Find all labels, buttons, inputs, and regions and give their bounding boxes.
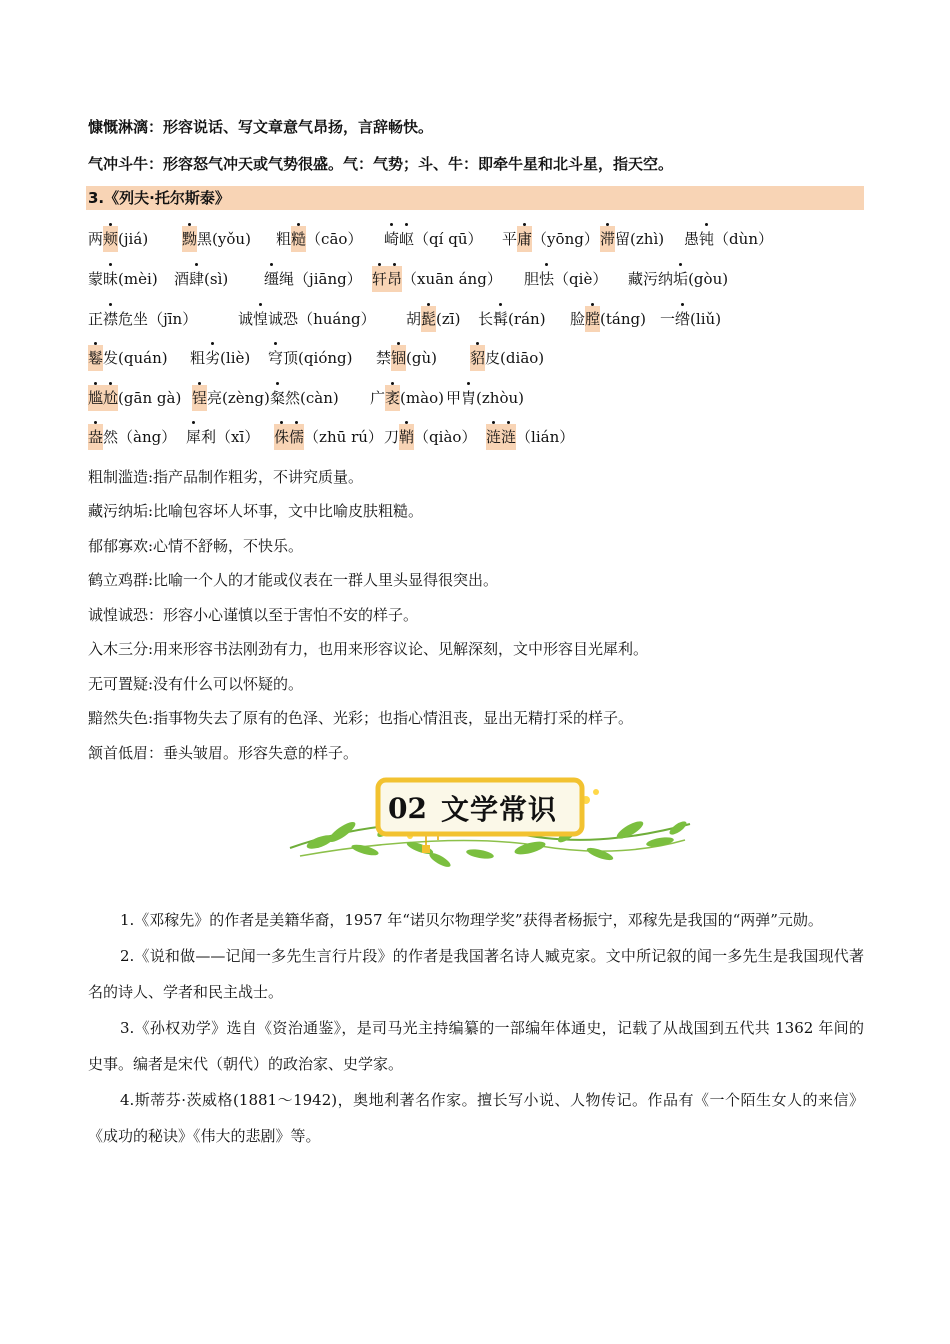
definition: 鹤立鸡群:比喻一个人的才能或仪表在一群人里头显得很突出。 (88, 571, 499, 589)
definition: 诚惶诚恐：形容小心谨慎以至于害怕不安的样子。 (88, 606, 419, 624)
vocab-item: 广袤(mào) (370, 385, 444, 411)
idiom-line-2: 气冲斗牛：形容怒气冲天或气势很盛。气：气势；斗、牛：即牵牛星和北斗星，指天空。 (88, 155, 674, 173)
vocab-item: 黝黑(yǒu) (182, 226, 251, 252)
vocab-item: 诚惶诚恐（huáng） (238, 306, 376, 332)
vocab-item: 藏污纳垢(gòu) (628, 266, 728, 292)
vocab-item: 平庸（yōng） (502, 226, 599, 252)
vocab-item: 滞留(zhì) (600, 226, 664, 252)
idiom-line-1: 慷慨淋漓：形容说话、写文章意气昂扬，言辞畅快。 (88, 118, 434, 136)
vocab-item: 愚钝（dùn） (684, 226, 773, 252)
vocab-item: 长髯(rán) (478, 306, 546, 332)
banner-text (388, 788, 572, 828)
vocab-item: 脸膛(táng) (570, 306, 646, 332)
vocab-item: 崎岖（qí qū） (384, 226, 483, 252)
vocab-item: 涟涟（lián） (486, 424, 574, 450)
vocab-item: 粲然(càn) (270, 385, 339, 411)
vocab-item: 甲胄(zhòu) (446, 385, 524, 411)
vocab-item: 正襟危坐（jīn） (88, 306, 197, 332)
definition: 黯然失色:指事物失去了原有的色泽、光彩；也指心情沮丧，显出无精打采的样子。 (88, 709, 634, 727)
vocab-item: 粗糙（cāo） (276, 226, 362, 252)
vocab-item: 禁锢(gù) (376, 345, 437, 371)
vocab-item: 酒肆(sì) (174, 266, 228, 292)
knowledge-paragraph: 2.《说和做——记闻一多先生言行片段》的作者是我国著名诗人臧克家。文中所记叙的闻一多先生是我国现代著名的诗人、学者和民主战士。 (88, 947, 864, 1001)
definition: 郁郁寡欢:心情不舒畅，不快乐。 (88, 537, 304, 555)
definition: 入木三分:用来形容书法刚劲有力，也用来形容议论、见解深刻，文中形容目光犀利。 (88, 640, 649, 658)
vocab-item: 粗劣(liè) (190, 345, 250, 371)
knowledge-paragraph: 3.《孙权劝学》选自《资治通鉴》，是司马光主持编纂的一部编年体通史，记载了从战国到五代共 1362 年间的史事。编者是宋代（朝代）的政治家、史学家。 (88, 1019, 864, 1073)
knowledge-section (88, 902, 864, 1154)
vocab-item: 犀利（xī） (186, 424, 259, 450)
banner-title: 文学常识 (440, 793, 557, 826)
vocab-item: 蒙昧(mèi) (88, 266, 158, 292)
knowledge-paragraph: 4.斯蒂芬·茨威格(1881～1942)，奥地利著名作家。擅长写小说、人物传记。作品有《一个陌生女人的来信》《成功的秘诀》《伟大的悲剧》等。 (88, 1091, 864, 1145)
vocab-item: 锃亮(zèng) (192, 385, 270, 411)
definition: 无可置疑:没有什么可以怀疑的。 (88, 675, 304, 693)
knowledge-paragraph: 1.《邓稼先》的作者是美籍华裔，1957 年“诺贝尔物理学奖”获得者杨振宁，邓稼先是我国的“两弹”元勋。 (120, 911, 823, 929)
vocab-item: 缰绳（jiāng） (264, 266, 362, 292)
vocab-item: 貂皮(diāo) (470, 345, 544, 371)
vocab-item: 轩昂（xuān áng） (372, 266, 502, 292)
section-banner (280, 770, 700, 880)
vocab-item: 两颊(jiá) (88, 226, 148, 252)
vocab-item: 尴尬(gān gà) (88, 385, 181, 411)
vocab-item: 鬈发(quán) (88, 345, 168, 371)
vocab-item: 胡髭(zī) (406, 306, 460, 332)
vocab-item: 刀鞘（qiào） (384, 424, 476, 450)
definition: 颔首低眉：垂头皱眉。形容失意的样子。 (88, 744, 359, 762)
definition: 藏污纳垢:比喻包容坏人坏事，文中比喻皮肤粗糙。 (88, 502, 424, 520)
definition: 粗制滥造:指产品制作粗劣，不讲究质量。 (88, 468, 364, 486)
section-title: 3.《列夫·托尔斯泰》 (86, 186, 864, 210)
vocab-item: 盎然（àng） (88, 424, 176, 450)
vocab-item: 胆怯（qiè） (524, 266, 607, 292)
banner-number: 02 (388, 791, 427, 825)
vocab-item: 侏儒（zhū rú） (274, 424, 383, 450)
vocab-item: 穹顶(qióng) (268, 345, 352, 371)
vocab-item: 一绺(liǔ) (660, 306, 721, 332)
